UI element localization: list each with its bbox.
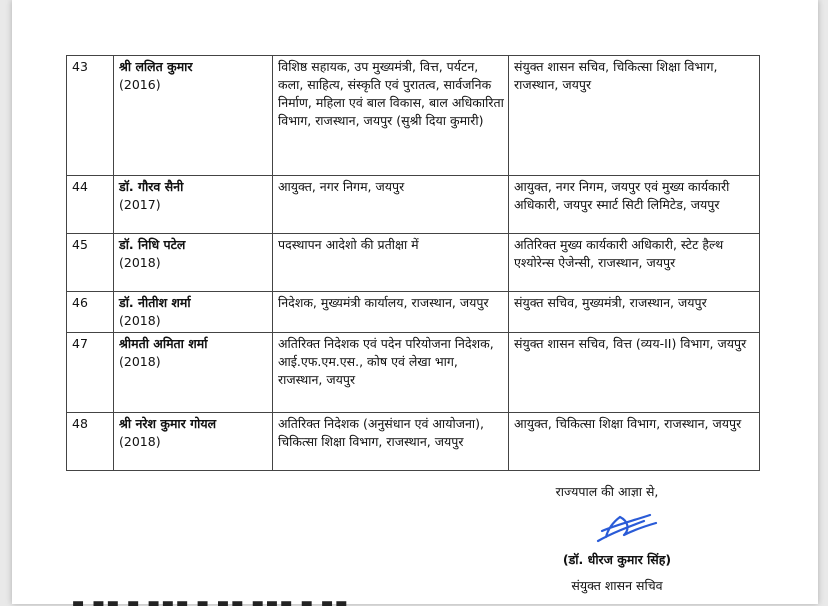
- serial-number-cell: 43: [67, 56, 114, 176]
- new-post-cell: आयुक्त, चिकित्सा शिक्षा विभाग, राजस्थान, जयपुर: [509, 413, 760, 471]
- officer-cell: [114, 176, 273, 234]
- serial-number-cell: 44: [67, 176, 114, 234]
- new-post-cell: संयुक्त सचिव, मुख्यमंत्री, राजस्थान, जयपुर: [509, 292, 760, 333]
- officer-name: श्री नरेश कुमार गोयल: [119, 416, 217, 431]
- batch-year: (2018): [119, 313, 161, 328]
- handwritten-signature: [532, 503, 702, 547]
- serial-number-cell: 47: [67, 333, 114, 413]
- table-row: [67, 56, 760, 176]
- officer-name: श्रीमती अमिता शर्मा: [119, 336, 208, 351]
- batch-year: (2018): [119, 354, 161, 369]
- serial-number-cell: 45: [67, 234, 114, 292]
- current-post-cell: अतिरिक्त निदेशक (अनुसंधान एवं आयोजना), चिकित्सा शिक्षा विभाग, राजस्थान, जयपुर: [273, 413, 509, 471]
- cropped-text-line: ▬ ▬▬ ▬ ▬▬▬ ▬ ▬▬ ▬▬▬ ▬ ▬▬: [72, 596, 350, 606]
- officer-cell: [114, 56, 273, 176]
- new-post-cell: संयुक्त शासन सचिव, चिकित्सा शिक्षा विभाग, राजस्थान, जयपुर: [509, 56, 760, 176]
- signatory-name: (डॉ. धीरज कुमार सिंह): [562, 552, 672, 567]
- document-page: [12, 0, 818, 604]
- officer-cell: [114, 413, 273, 471]
- current-post-cell: आयुक्त, नगर निगम, जयपुर: [273, 176, 509, 234]
- table-row: [67, 176, 760, 234]
- serial-number-cell: 46: [67, 292, 114, 333]
- table-row: [67, 333, 760, 413]
- batch-year: (2016): [119, 77, 161, 92]
- batch-year: (2018): [119, 255, 161, 270]
- officer-cell: [114, 292, 273, 333]
- batch-year: (2018): [119, 434, 161, 449]
- current-post-cell: पदस्थापन आदेशो की प्रतीक्षा में: [273, 234, 509, 292]
- table-row: [67, 413, 760, 471]
- signatory-designation: संयुक्त शासन सचिव: [571, 578, 663, 593]
- officer-name: डॉ. नीतीश शर्मा: [119, 295, 191, 310]
- new-post-cell: अतिरिक्त मुख्य कार्यकारी अधिकारी, स्टेट हैल्थ एश्योरेन्स ऐजेन्सी, राजस्थान, जयपुर: [509, 234, 760, 292]
- table-row: [67, 292, 760, 333]
- officer-cell: [114, 234, 273, 292]
- current-post-cell: अतिरिक्त निदेशक एवं पदेन परियोजना निदेशक, आई.एफ.एम.एस., कोष एवं लेखा भाग, राजस्थान, जयपुर: [273, 333, 509, 413]
- by-order-text: राज्यपाल की आज्ञा से,: [555, 484, 659, 499]
- new-post-cell: आयुक्त, नगर निगम, जयपुर एवं मुख्य कार्यकारी अधिकारी, जयपुर स्मार्ट सिटी लिमिटेड, जयपुर: [509, 176, 760, 234]
- table-row: [67, 234, 760, 292]
- officer-name: डॉ. गौरव सैनी: [119, 179, 184, 194]
- officer-name: श्री ललित कुमार: [119, 59, 193, 74]
- batch-year: (2017): [119, 197, 161, 212]
- serial-number-cell: 48: [67, 413, 114, 471]
- officer-name: डॉ. निधि पटेल: [119, 237, 186, 252]
- new-post-cell: संयुक्त शासन सचिव, वित्त (व्यय-II) विभाग, जयपुर: [509, 333, 760, 413]
- officer-cell: [114, 333, 273, 413]
- signature-block: [532, 483, 702, 595]
- current-post-cell: निदेशक, मुख्यमंत्री कार्यालय, राजस्थान, जयपुर: [273, 292, 509, 333]
- current-post-cell: विशिष्ठ सहायक, उप मुख्यमंत्री, वित्त, पर्यटन, कला, साहित्य, संस्कृति एवं पुरातत्व, सार्वजनिक निर्माण, महिला एवं बाल विकास, बाल अधिकारिता विभाग, राजस्थान, जयपुर (सुश्री दिया कुमारी): [273, 56, 509, 176]
- transfer-orders-table: [66, 55, 760, 471]
